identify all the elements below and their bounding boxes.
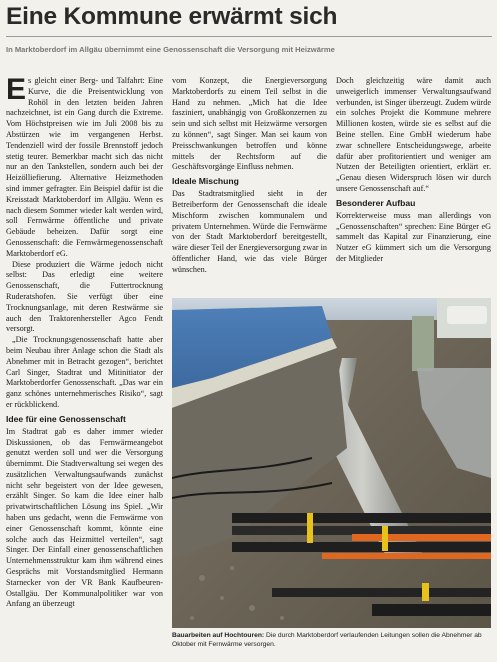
- lead-text: In Marktoberdorf im Allgäu übernimmt eine Genossenschaft die Versorgung mit Heizwärme: [6, 45, 335, 54]
- construction-photo: [172, 298, 491, 628]
- subheading: Besonderer Aufbau: [336, 197, 416, 208]
- headline: Eine Kommune erwärmt sich: [6, 3, 338, 30]
- title-rule: [6, 36, 492, 37]
- paragraph: Im Stadtrat gab es daher immer wieder Diskussionen, ob das Fernwärmeangebot genutzt werden soll und wer die Versorgung übernimmt. Die Stadtverwaltung sei wegen des zusätzlichen Verwaltungsaufwands zunächst nicht sehr begeistert von der Idee gewesen, erzählt Singer. So kam die Idee einer halb privatwirtschaftlichen Lösung ins Spiel. „Wir haben uns gedacht, wenn die Fernwärme von einer Genossenschaft kommt, könnte eine solche auch das Heizmittel verteilen“, sagt Singer. Der Einfall einer genossenschaftlichen Unternehmensstruktur kam ihm während eines Gesprächs mit Vorstandsmitglied Hermann Starnecker von der VR Bank Kaufbeuren-Ostallgäu. Der Kommunalpolitiker war von Anfang an überzeugt: [6, 426, 163, 609]
- construction-photo-illustration: [172, 298, 491, 628]
- paragraph: Es gleicht einer Berg- und Talfahrt: Eine Kurve, die die Preisentwicklung von Rohöl in den letzten beiden Jahren nachzeichnet, ist ein Gang durch die Extreme. Vom Höchstpreisen wie im Juli 2008 bis zu Abstürzen wie im vergangenen Herbst. Tendenziell wird der fossile Brennstoff jedoch stetig teurer. Bemerkbar macht sich das nicht nur an den Tankstellen, sondern auch bei der Heizölliefierung. Alternative Heizmethoden sind immer gefragter. Ein Beispiel dafür ist die Kreisstadt Marktoberdorf im Allgäu. Wenn es nach diesem Sommer wieder kalt werden wird, soll Fernwärme öffentliche und private Gebäude beheizen. Dafür sorgt eine Genossenschaft: die Fernwärmegenossenschaft Marktoberdorf eG.: [6, 76, 163, 258]
- photo-caption: Bauarbeiten auf Hochtouren: Die durch Marktoberdorf verlaufenden Leitungen sollen die Abnehmer ab Oktober mit Fernwärme versorgen.: [172, 632, 482, 648]
- paragraph: Doch gleichzeitig wäre damit auch unweigerlich immenser Verwaltungsaufwand verbunden, ist Singer überzeugt. Zudem würde ein solches Projekt die Kommune mehrere Millionen kosten, würde sie es selbst auf die Beine stellen. Eine GmbH wiederum habe zwar schnellere Entscheidungswege, arbeite dafür aber profitorientiert und weniger am Nutzen der Beteiligten orientiert, erklärt er. „Genau diesen Widerspruch lösen wir durch unsere Genossenschaft auf.“: [336, 76, 491, 193]
- paragraph: vom Konzept, die Energieversorgung Marktoberdorfs zu einem Teil selbst in die Hand zu nehmen. „Mich hat die Idee fasziniert, unabhängig von Großkonzernen zu sein und sich selbst mit Heizwärme versorgen zu können“, sagt Singer. Man sei kaum von Preisschwankungen betroffen und könne mittels der Rechtsform auf die Geschäftsvorgänge Einfluss nehmen.: [172, 76, 327, 172]
- paragraph: „Die Trocknungsgenossenschaft hatte aber beim Neubau ihrer Anlage schon die Stadt als Abnehmer mit in Betracht gezogen“, berichtet Carl Singer, Stadtrat und Mitinitiator der Marktoberdorfer Genossenschaft. „Das war ein ganz schönes unternehmerisches Risiko“, sagt er rückblickend.: [6, 335, 163, 409]
- column-2: [172, 76, 327, 290]
- column-3: [336, 76, 491, 290]
- subheading: Idee für eine Genossenschaft: [6, 413, 126, 424]
- paragraph: Korrekterweise muss man allerdings von „Genossenschaften“ sprechen: Eine Bürger eG sammelt das Kapital zur Finanzierung, eine Nutzer eG kümmert sich um die Versorgung der Mitglieder: [336, 210, 491, 263]
- dropcap: E: [6, 76, 27, 106]
- paragraph: Das Stadtratsmitglied sieht in der Betreiberform der Genossenschaft die ideale Mischform zwischen kommunalem und privatem Unternehmen. Würde die Fernwärme von der Stadt Marktoberdorf bereitgestellt, wäre dieser Teil der Energieversorgung zwar in öffentlicher Hand, wie das viele Bürger wünschen.: [172, 189, 327, 274]
- column-1: [6, 76, 163, 658]
- subheading: Ideale Mischung: [172, 176, 239, 187]
- paragraph: Diese produziert die Wärme jedoch nicht selbst: Das erledigt eine weitere Genossenschaft, die Futtertrocknung Ruderatshofen. Sie verfügt über eine Trocknungsanlage, mit deren Restwärme sie auch den Traktorenhersteller Agco Fendt versorgt.: [6, 259, 163, 334]
